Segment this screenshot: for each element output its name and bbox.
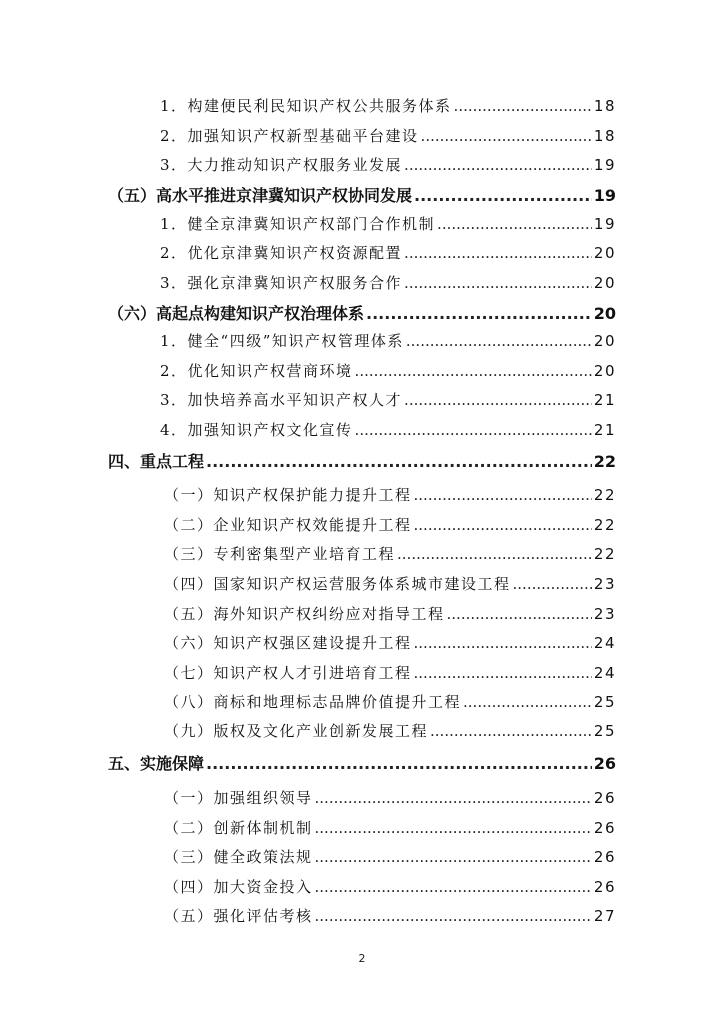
toc-entry-page: 18: [593, 127, 616, 145]
toc-entry-title: （六）高起点构建知识产权治理体系: [108, 304, 365, 323]
toc-entry-title: 3．大力推动知识产权服务业发展: [160, 156, 403, 174]
toc-leader-dots: [404, 156, 592, 174]
toc-entry-page: 24: [593, 634, 616, 652]
toc-entry-title: 3．强化京津冀知识产权服务合作: [160, 274, 403, 292]
toc-entry[interactable]: [160, 125, 616, 146]
toc-entry-page: 20: [593, 274, 616, 292]
toc-entry[interactable]: [164, 662, 616, 683]
toc-entry-page: 20: [593, 362, 616, 380]
toc-entry-title: 五、实施保障: [108, 754, 205, 773]
toc-leader-dots: [406, 332, 592, 350]
toc-leader-dots: [414, 516, 592, 534]
toc-leader-dots: [315, 789, 592, 807]
toc-entry[interactable]: [164, 573, 616, 594]
toc-entry[interactable]: [108, 449, 616, 472]
toc-entry[interactable]: [164, 720, 616, 741]
toc-entry-page: 21: [593, 391, 616, 409]
toc-leader-dots: [315, 848, 592, 866]
toc-entry-title: （二）创新体制机制: [164, 819, 313, 837]
toc-entry-title: （九）版权及文化产业创新发展工程: [164, 722, 429, 740]
toc-entry[interactable]: [164, 632, 616, 653]
toc-leader-dots: [206, 452, 592, 471]
toc-entry-title: （三）健全政策法规: [164, 848, 313, 866]
toc-entry-page: 23: [593, 575, 616, 593]
toc-leader-dots: [315, 907, 592, 925]
toc-entry[interactable]: [160, 154, 616, 175]
toc-leader-dots: [414, 664, 592, 682]
toc-entry-page: 26: [593, 878, 616, 896]
toc-entry[interactable]: [164, 846, 616, 867]
toc-leader-dots: [206, 754, 592, 773]
toc-leader-dots: [315, 878, 592, 896]
toc-entry-title: 1．健全京津冀知识产权部门合作机制: [160, 215, 436, 233]
toc-leader-dots: [355, 362, 592, 380]
toc-entry[interactable]: [164, 905, 616, 926]
toc-leader-dots: [355, 421, 592, 439]
toc-entry[interactable]: [160, 272, 616, 293]
toc-entry[interactable]: [164, 876, 616, 897]
toc-entry[interactable]: [108, 183, 616, 206]
toc-entry-page: 19: [593, 186, 616, 205]
toc-entry-title: 2．优化京津冀知识产权资源配置: [160, 244, 403, 262]
toc-entry-title: （五）高水平推进京津冀知识产权协同发展: [108, 186, 413, 205]
toc-entry-title: 2．优化知识产权营商环境: [160, 362, 353, 380]
toc-entry[interactable]: [160, 360, 616, 381]
toc-entry[interactable]: [108, 751, 616, 774]
toc-entry[interactable]: [160, 242, 616, 263]
toc-entry-page: 20: [593, 332, 616, 350]
toc-entry[interactable]: [164, 691, 616, 712]
toc-entry-title: 2．加强知识产权新型基础平台建设: [160, 127, 419, 145]
toc-entry-page: 19: [593, 156, 616, 174]
toc-entry[interactable]: [164, 514, 616, 535]
toc-entry[interactable]: [164, 603, 616, 624]
toc-entry-title: （五）海外知识产权纠纷应对指导工程: [164, 605, 445, 623]
toc-leader-dots: [404, 244, 592, 262]
toc-entry-title: （四）国家知识产权运营服务体系城市建设工程: [164, 575, 511, 593]
toc-entry-page: 21: [593, 421, 616, 439]
toc-entry-title: （七）知识产权人才引进培育工程: [164, 664, 412, 682]
toc-entry-page: 26: [593, 754, 616, 773]
toc-entry-page: 26: [593, 848, 616, 866]
toc-entry-page: 20: [593, 244, 616, 262]
toc-entry[interactable]: [160, 389, 616, 410]
toc-leader-dots: [513, 575, 592, 593]
toc-entry-page: 19: [593, 215, 616, 233]
toc-entry-page: 26: [593, 819, 616, 837]
toc-entry-title: （五）强化评估考核: [164, 907, 313, 925]
toc-leader-dots: [437, 215, 592, 233]
toc-leader-dots: [414, 486, 592, 504]
toc-entry[interactable]: [164, 787, 616, 808]
toc-leader-dots: [404, 274, 592, 292]
toc-entry-page: 27: [593, 907, 616, 925]
toc-entry-page: 25: [593, 722, 616, 740]
toc-entry-page: 26: [593, 789, 616, 807]
toc-entry-page: 24: [593, 664, 616, 682]
toc-leader-dots: [366, 304, 592, 323]
toc-entry-title: （三）专利密集型产业培育工程: [164, 545, 396, 563]
toc-entry[interactable]: [164, 484, 616, 505]
toc-entry-title: （八）商标和地理标志品牌价值提升工程: [164, 693, 462, 711]
toc-entry[interactable]: [164, 543, 616, 564]
toc-entry[interactable]: [160, 213, 616, 234]
toc-leader-dots: [454, 97, 592, 115]
page-number: 2: [358, 952, 366, 965]
toc-entry-title: 3．加快培养高水平知识产权人才: [160, 391, 403, 409]
toc-leader-dots: [421, 127, 592, 145]
toc-leader-dots: [414, 634, 592, 652]
toc-leader-dots: [414, 186, 592, 205]
toc-leader-dots: [404, 391, 592, 409]
toc-entry-title: 4．加强知识产权文化宣传: [160, 421, 353, 439]
toc-entry-page: 20: [593, 304, 616, 323]
toc-leader-dots: [447, 605, 592, 623]
toc-entry-title: （四）加大资金投入: [164, 878, 313, 896]
toc-entry-page: 23: [593, 605, 616, 623]
toc-entry-page: 22: [593, 516, 616, 534]
toc-entry-page: 22: [593, 545, 616, 563]
toc-leader-dots: [430, 722, 592, 740]
toc-entry-title: （一）知识产权保护能力提升工程: [164, 486, 412, 504]
toc-entry[interactable]: [108, 301, 616, 324]
toc-entry[interactable]: [160, 95, 616, 116]
toc-entry-title: 四、重点工程: [108, 452, 205, 471]
toc-entry[interactable]: [160, 330, 616, 351]
toc-entry-title: （六）知识产权强区建设提升工程: [164, 634, 412, 652]
toc-leader-dots: [315, 819, 592, 837]
toc-entry-page: 22: [593, 452, 616, 471]
toc-entry-page: 22: [593, 486, 616, 504]
toc-entry-title: 1．构建便民利民知识产权公共服务体系: [160, 97, 452, 115]
toc-entry[interactable]: [160, 419, 616, 440]
toc-entry-title: （一）加强组织领导: [164, 789, 313, 807]
toc-entry-page: 18: [593, 97, 616, 115]
toc-entry-title: （二）企业知识产权效能提升工程: [164, 516, 412, 534]
toc-entry[interactable]: [164, 817, 616, 838]
toc-entry-title: 1．健全“四级”知识产权管理体系: [160, 332, 404, 350]
toc-leader-dots: [397, 545, 592, 563]
toc-leader-dots: [463, 693, 592, 711]
toc-entry-page: 25: [593, 693, 616, 711]
